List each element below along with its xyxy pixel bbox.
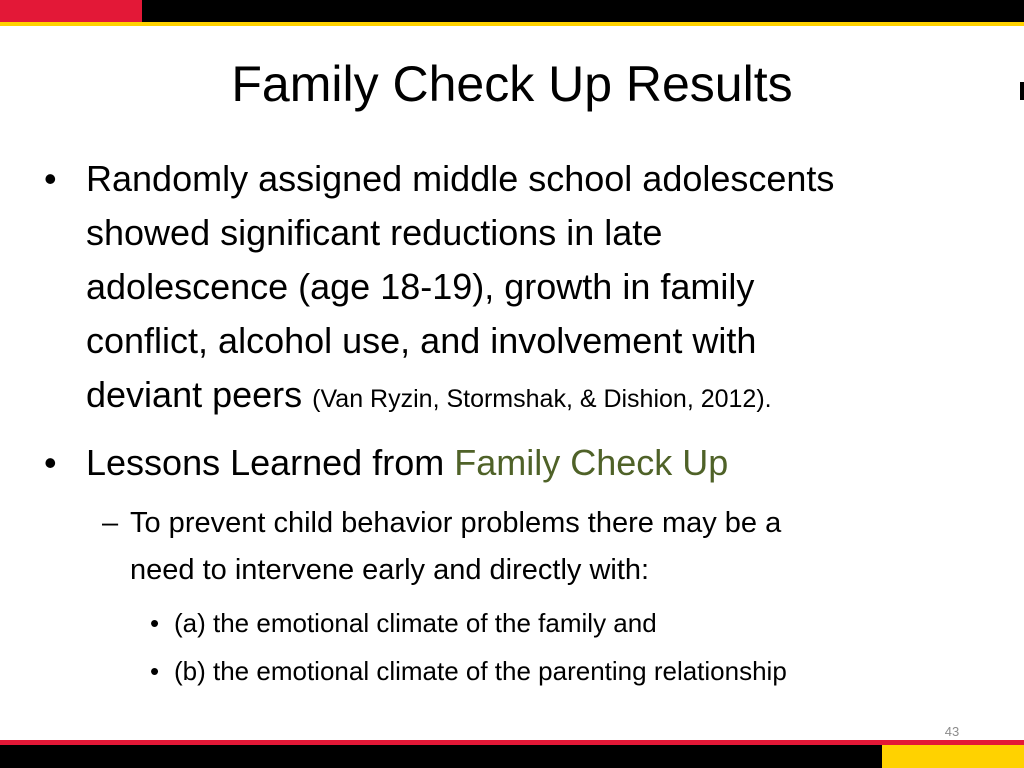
slide-number: 43 xyxy=(944,724,960,739)
bottom-black-bar xyxy=(0,745,1024,768)
bullet-1-line-1: Randomly assigned middle school adolescents xyxy=(86,158,835,199)
sub-sub-bullet-a xyxy=(150,603,974,643)
bullet-1-line-4: conflict, alcohol use, and involvement with xyxy=(86,320,757,361)
sub-sub-bullet-b-text: (b) the emotional climate of the parenting relationship xyxy=(174,656,787,686)
citation: (Van Ryzin, Stormshak, & Dishion, 2012). xyxy=(312,385,772,413)
slide-title: Family Check Up Results xyxy=(231,56,793,112)
sub-bullet-line-1: To prevent child behavior problems there may be a xyxy=(130,507,782,539)
bullet-2-text: Lessons Learned from xyxy=(86,442,445,483)
bullet-1-last-text: deviant peers xyxy=(86,374,303,415)
bullet-marker: • xyxy=(44,158,57,199)
sub-sub-bullet-a-text: (a) the emotional climate of the family and xyxy=(174,608,657,638)
bullet-1-line-5 xyxy=(86,368,966,426)
sub-bullet-line-2: need to intervene early and directly with: xyxy=(130,554,650,586)
dash-marker: – xyxy=(102,507,119,539)
bullet-1-line-2: showed significant reductions in late xyxy=(86,212,663,253)
bullet-marker: • xyxy=(150,656,160,686)
bullet-marker: • xyxy=(44,442,57,483)
bullet-2 xyxy=(44,436,966,490)
bullet-marker: • xyxy=(150,608,160,638)
bullet-1 xyxy=(44,152,966,426)
bullet-2-highlight: Family Check Up xyxy=(454,442,729,483)
sub-bullet xyxy=(102,500,980,594)
sub-sub-bullet-b xyxy=(150,651,974,691)
bullet-1-line-3: adolescence (age 18-19), growth in family xyxy=(86,266,755,307)
bottom-gold-accent xyxy=(882,745,1024,768)
